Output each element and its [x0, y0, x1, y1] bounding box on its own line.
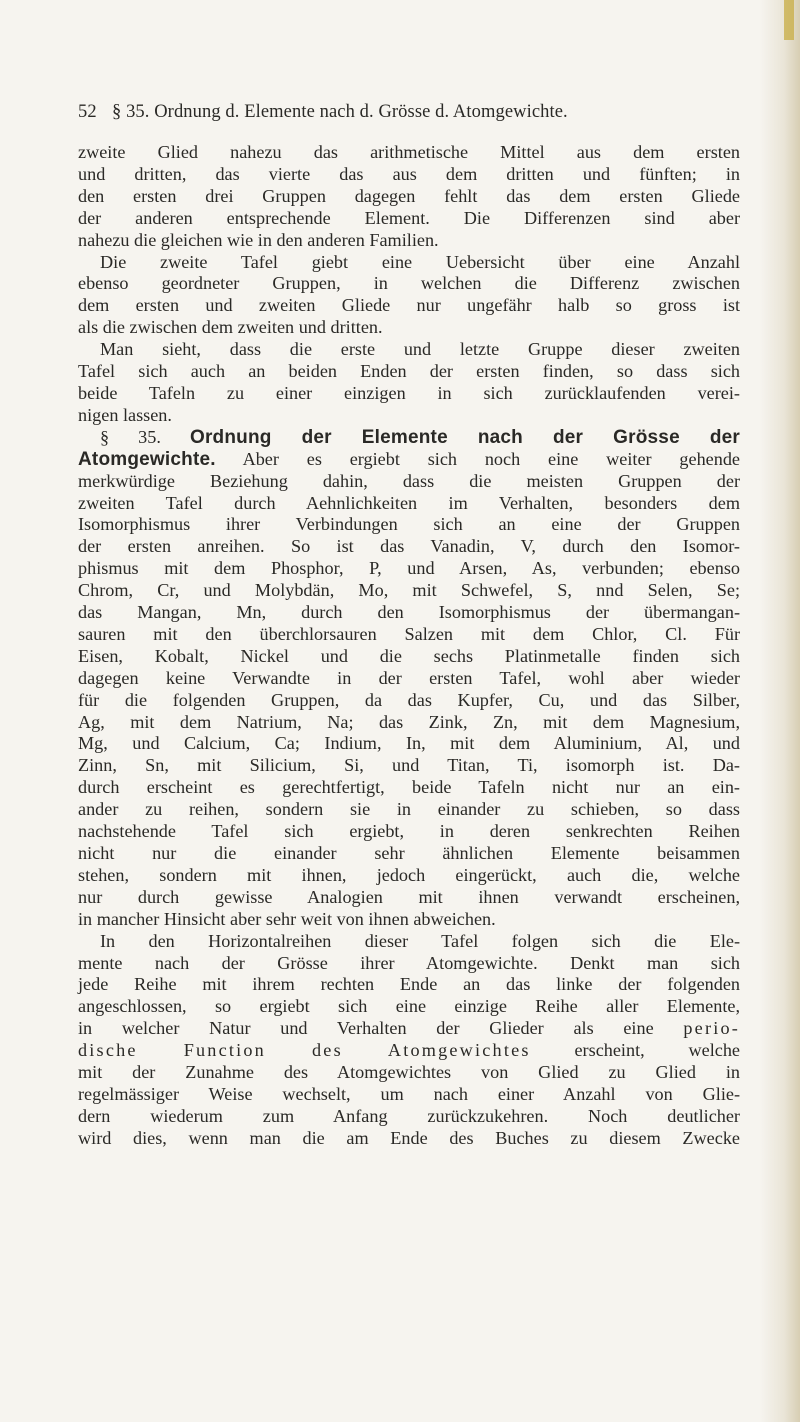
emphasis-spaced: perio- — [683, 1018, 741, 1039]
paragraph-5 — [78, 931, 740, 1150]
text-line: Die zweite Tafel giebt eine Uebersicht über eine Anzahl — [100, 251, 740, 272]
page-edge-mark — [784, 0, 794, 40]
text-line: nigen lassen. — [78, 404, 172, 425]
body-text — [78, 142, 740, 1150]
text-line: für die folgenden Gruppen, da das Kupfer, Cu, und das Silber, — [78, 689, 740, 710]
text-fragment: in welcher Natur und Verhalten der Glieder als eine — [78, 1018, 654, 1039]
text-line: dern wiederum zum Anfang zurückzukehren. Noch deutlicher — [78, 1105, 740, 1126]
text-line: der anderen entsprechende Element. Die Differenzen sind aber — [78, 207, 740, 228]
text-line: der ersten anreihen. So ist das Vanadin, V, durch den Isomor- — [78, 536, 740, 557]
text-fragment: erscheint, welche — [574, 1040, 741, 1061]
text-line: und dritten, das vierte das aus dem dritten und fünften; in — [78, 163, 740, 184]
text-line: wird dies, wenn man die am Ende des Buches zu diesem Zwecke — [78, 1127, 740, 1148]
page-number: 52 — [78, 102, 97, 122]
text-line-spaced-a — [78, 1018, 740, 1040]
paragraph-3 — [78, 339, 740, 427]
text-line: das Mangan, Mn, durch den Isomorphismus der übermangan- — [78, 602, 740, 623]
text-line: dem ersten und zweiten Gliede nur ungefähr halb so gross ist — [78, 295, 740, 316]
text-line: stehen, sondern mit ihnen, jedoch eingerückt, auch die, welche — [78, 864, 740, 885]
text-line: ebenso geordneter Gruppen, in welchen die Differenz zwischen — [78, 273, 740, 294]
text-line-spaced-b — [78, 1040, 740, 1062]
text-line: Chrom, Cr, und Molybdän, Mo, mit Schwefel, S, nnd Selen, Se; — [78, 580, 740, 601]
text-line: Aber es ergiebt sich noch eine weiter gehende — [242, 448, 740, 469]
text-line: sauren mit den überchlorsauren Salzen mit dem Chlor, Cl. Für — [78, 623, 740, 644]
text-line: ander zu reihen, sondern sie in einander zu schieben, so dass — [78, 799, 740, 820]
text-line: mente nach der Grösse ihrer Atomgewichte. Denkt man sich — [78, 952, 740, 973]
text-line: als die zwischen dem zweiten und dritten. — [78, 317, 383, 338]
text-line: nahezu die gleichen wie in den anderen Familien. — [78, 229, 439, 250]
text-line: Tafel sich auch an beiden Enden der ersten finden, so dass sich — [78, 361, 740, 382]
running-title: § 35. Ordnung d. Elemente nach d. Grösse d. Atomgewichte. — [112, 102, 568, 122]
text-line: phismus mit dem Phosphor, P, und Arsen, As, verbunden; ebenso — [78, 558, 740, 579]
section-heading-line-2 — [78, 449, 740, 471]
text-line: den ersten drei Gruppen dagegen fehlt das dem ersten Gliede — [78, 185, 740, 206]
section-number: § 35. — [100, 426, 161, 447]
text-line: Mg, und Calcium, Ca; Indium, In, mit dem Aluminium, Al, und — [78, 733, 740, 754]
text-line: regelmässiger Weise wechselt, um nach einer Anzahl von Glie- — [78, 1083, 740, 1104]
text-line: Eisen, Kobalt, Nickel und die sechs Platinmetalle finden sich — [78, 645, 740, 666]
section-heading-line — [78, 427, 740, 449]
text-line: Zinn, Sn, mit Silicium, Si, und Titan, Ti, isomorph ist. Da- — [78, 755, 740, 776]
text-line: jede Reihe mit ihrem rechten Ende an das linke der folgenden — [78, 974, 740, 995]
text-line: zweite Glied nahezu das arithmetische Mittel aus dem ersten — [78, 142, 740, 162]
text-line: beide Tafeln zu einer einzigen in sich zurücklaufenden verei- — [78, 382, 740, 403]
text-line: nur durch gewisse Analogien mit ihnen verwandt erscheinen, — [78, 886, 740, 907]
text-line: In den Horizontalreihen dieser Tafel folgen sich die Ele- — [100, 930, 740, 951]
emphasis-spaced: dische Function des Atomgewichtes — [78, 1040, 531, 1061]
text-line: nicht nur die einander sehr ähnlichen Elemente beisammen — [78, 843, 740, 863]
text-line: zweiten Tafel durch Aehnlichkeiten im Verhalten, besonders dem — [78, 492, 740, 513]
section-heading-cont: Atomgewichte. — [78, 448, 216, 470]
paragraph-2 — [78, 252, 740, 340]
text-line: mit der Zunahme des Atomgewichtes von Glied zu Glied in — [78, 1062, 740, 1083]
page-edge-shading — [760, 0, 800, 1422]
text-line: Man sieht, dass die erste und letzte Gruppe dieser zweiten — [100, 339, 740, 360]
paragraph-section-35 — [78, 427, 740, 931]
running-head — [78, 100, 740, 124]
text-line: merkwürdige Beziehung dahin, dass die meisten Gruppen der — [78, 470, 740, 491]
text-line: in mancher Hinsicht aber sehr weit von ihnen abweichen. — [78, 908, 496, 929]
text-line: dagegen keine Verwandte in der ersten Tafel, wohl aber wieder — [78, 667, 740, 688]
text-line: angeschlossen, so ergiebt sich eine einzige Reihe aller Elemente, — [78, 996, 740, 1017]
text-line: Isomorphismus ihrer Verbindungen sich an eine der Gruppen — [78, 514, 740, 535]
book-page — [78, 100, 740, 1150]
text-line: durch erscheint es gerechtfertigt, beide Tafeln nicht nur an ein- — [78, 777, 740, 798]
text-line: Ag, mit dem Natrium, Na; das Zink, Zn, mit dem Magnesium, — [78, 711, 740, 732]
paragraph-1 — [78, 142, 740, 252]
section-heading: Ordnung der Elemente nach der Grösse der — [189, 426, 741, 448]
text-line: nachstehende Tafel sich ergiebt, in deren senkrechten Reihen — [78, 821, 740, 842]
